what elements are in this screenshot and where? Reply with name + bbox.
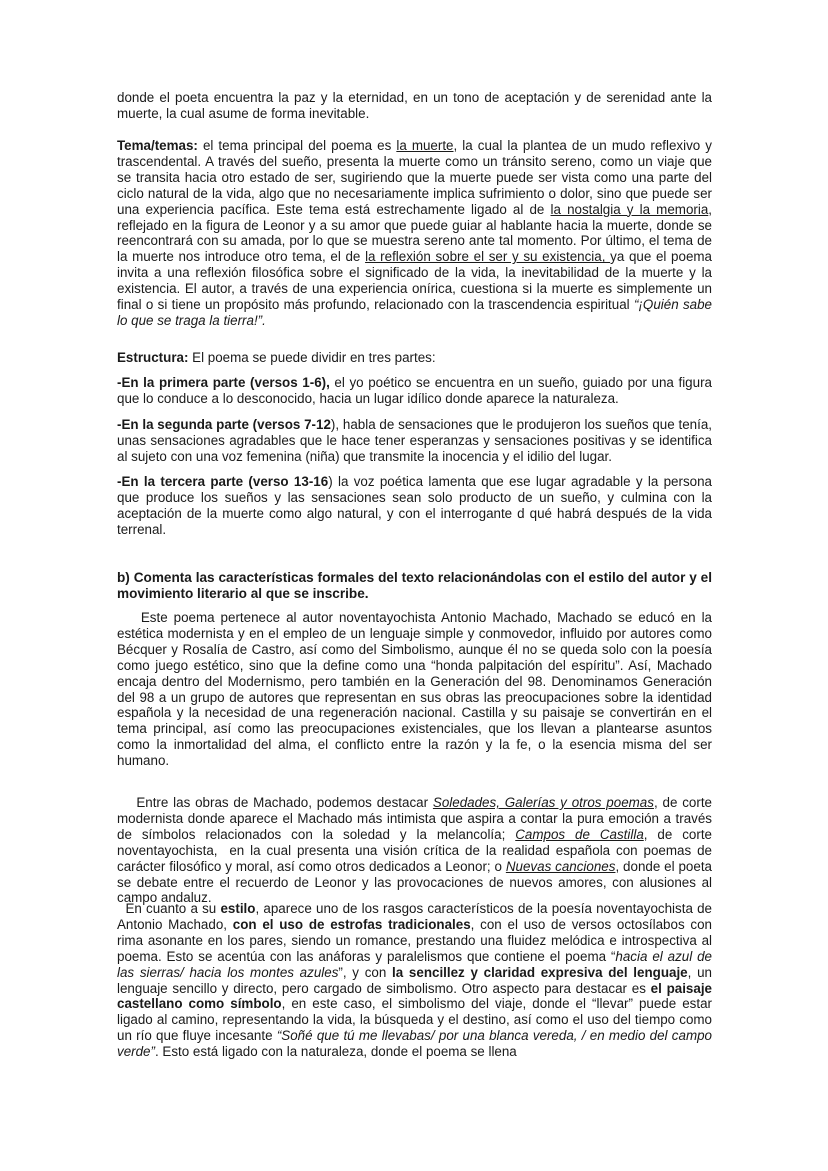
italic-text: hacia el azul de las sierras/ hacia los montes azules — [117, 948, 716, 980]
underlined-text: la nostalgia y la memoria — [550, 201, 709, 217]
bold-text: la sencillez y claridad expresiva del lenguaje — [392, 964, 688, 980]
text-run: ), habla de sensaciones que le produjeron los sueños que tenía, unas sensaciones agradables que le hace tener esperanzas y sensaciones positivas y se identifica al sujeto con una voz femenina (niña) que transmite la inocencia y el idilio del lugar. — [117, 417, 712, 464]
underlined-text: Campos de Castilla — [515, 826, 644, 842]
bold-text: b) Comenta las características formales del texto relacionándolas con el estilo del autor y el movimiento literario al que se inscribe. — [117, 570, 712, 601]
text-run: el tema principal del poema es — [197, 138, 397, 153]
text-run: El poema se puede dividir en tres partes: — [188, 350, 436, 365]
question-heading — [117, 570, 712, 602]
text-run: , un lenguaje sencillo y directo, pero cargado de simbolismo. Otro aspecto para destacar es — [117, 964, 716, 996]
text-run: , con el uso de versos octosílabos con rima asonante en los pares, siendo un romance, prestando una fluidez melódica e introspectiva al poema. Esto se acentúa con las anáforas y paralelismos que contiene el poema “ — [117, 916, 716, 964]
text-run: ”, y con — [338, 964, 393, 980]
text-run: , de corte modernista donde aparece el Machado más intimista que aspira a contar la pura emoción a través de símbolos relacionados con la soledad y la melancolía; — [117, 795, 716, 842]
paragraph-estructura — [117, 350, 712, 366]
text-run: En cuanto a su — [117, 901, 221, 916]
underlined-text: Soledades, Galerías y otros poemas — [432, 795, 654, 810]
text-run: Entre las obras de Machado, podemos destacar — [117, 795, 433, 810]
bold-text: Tema/temas: — [117, 138, 198, 153]
bold-text: estilo — [220, 901, 256, 916]
text-run: , donde el poeta se debate entre el recuerdo de Leonor y las provocaciones de nuevos amores, con alusiones al campo andaluz. — [117, 858, 716, 906]
paragraph-obras — [117, 795, 716, 906]
text-run: . Esto está ligado con la naturaleza, donde el poema se llena — [154, 1044, 517, 1060]
text-run: Este poema pertenece al autor noventayochista Antonio Machado, Machado se educó en la estética modernista y en el empleo de un lenguaje simple y conmovedor, influido por autores como Bécquer y Rosalía de Castro, así como del Simbolismo, aunque él no se queda solo con la poesía como juego estético, sino que la define como una “honda palpitación del espíritu”. Así, Machado encaja dentro del Modernismo, pero también en la Generación del 98. Denominamos Generación del 98 a un grupo de autores que representan en sus obras las preocupaciones sobre la identidad española y la necesidad de una regeneración nacional. Castilla y su paisaje se convertirán en el tema principal, así como las preocupaciones existenciales, que los llevan a plantearse asuntos como la inmortalidad del alma, el conflicto entre la razón y la fe, o la esencia misma del ser humano. — [117, 610, 716, 769]
bold-text: -En la primera parte (versos 1-6), — [117, 375, 330, 390]
text-run: ) la voz poética lamenta que ese lugar agradable y la persona que produce los sueños y las sensaciones sean solo producto de un sueño, y culmina con la aceptación de la muerte como algo natural, y con el interrogante d qué habrá después de la vida terrenal. — [117, 474, 712, 537]
bold-text: -En la tercera parte (verso 13-16 — [117, 474, 329, 489]
paragraph-contexto — [117, 610, 716, 769]
underlined-text: la reflexión sobre el ser y su existencia, — [365, 249, 611, 265]
paragraph-intro-end — [117, 90, 712, 122]
text-run: , de corte noventayochista, en la cual presenta una visión crítica de la realidad española con poemas de carácter filosófico y moral, así como otros dedicados a Leonor; o — [117, 826, 716, 874]
text-run: , la cual la plantea de un mudo reflexivo y trascendental. A través del sueño, presenta la muerte como un tránsito sereno, como un viaje que se transita hacia otro estado de ser, sugiriendo que la muerte puede ser vista como una parte del ciclo natural de la vida, algo que no necesariamente implica sufrimiento o dolor, sino que puede ser una experiencia pacífica. Este tema está estrechamente ligado al de — [117, 138, 712, 217]
text-run: el yo poético se encuentra en un sueño, guiado por una figura que lo conduce a lo desconocido, hacia un lugar idílico donde aparece la naturaleza. — [117, 375, 712, 406]
paragraph-parte-3 — [117, 474, 712, 538]
text-run: , aparece uno de los rasgos característicos de la poesía noventayochista de Antonio Machado, — [117, 901, 715, 932]
bold-text: Estructura: — [117, 350, 189, 365]
paragraph-tema — [117, 138, 712, 329]
italic-text: “Soñé que tú me llevabas/ por una blanca vereda, / en medio del campo verde” — [117, 1028, 716, 1060]
paragraph-parte-2 — [117, 417, 712, 465]
paragraph-estilo — [117, 901, 716, 1060]
underlined-text: la muerte — [396, 138, 454, 153]
text-run: donde el poeta encuentra la paz y la eternidad, en un tono de aceptación y de serenidad ante la muerte, la cual asume de forma inevitable. — [117, 90, 712, 121]
bold-text: -En la segunda parte (versos 7-12 — [117, 417, 331, 432]
bold-text: con el uso de estrofas tradicionales — [232, 916, 471, 932]
bold-text: el paisaje castellano como símbolo — [117, 980, 716, 1012]
text-run: ya que el poema invita a una reflexión filosófica sobre el significado de la vida, la inevitabilidad de la muerte y la existencia. El autor, a través de una experiencia onírica, cuestiona si la muerte es simplemente un final o si tiene un propósito más profundo, relacionado con la trascendencia espiritual — [117, 249, 712, 313]
underlined-text: Nuevas canciones — [505, 858, 616, 874]
text-run: , en este caso, el simbolismo del viaje, donde el “llevar” puede estar ligado al camino, representando la vida, la búsqueda y el destino, así como el uso del tiempo como un río que fluye incesante — [117, 996, 716, 1044]
italic-text: “¡Quién sabe lo que se traga la tierra!”. — [117, 297, 712, 328]
text-run: , reflejado en la figura de Leonor y a su amor que puede guiar al hablante hacia la muerte, donde se reencontrará con su amada, por lo que se muestra sereno ante tal momento. Por último, el tema de la muerte nos introduce otro tema, el de — [117, 201, 713, 265]
paragraph-parte-1 — [117, 375, 712, 407]
